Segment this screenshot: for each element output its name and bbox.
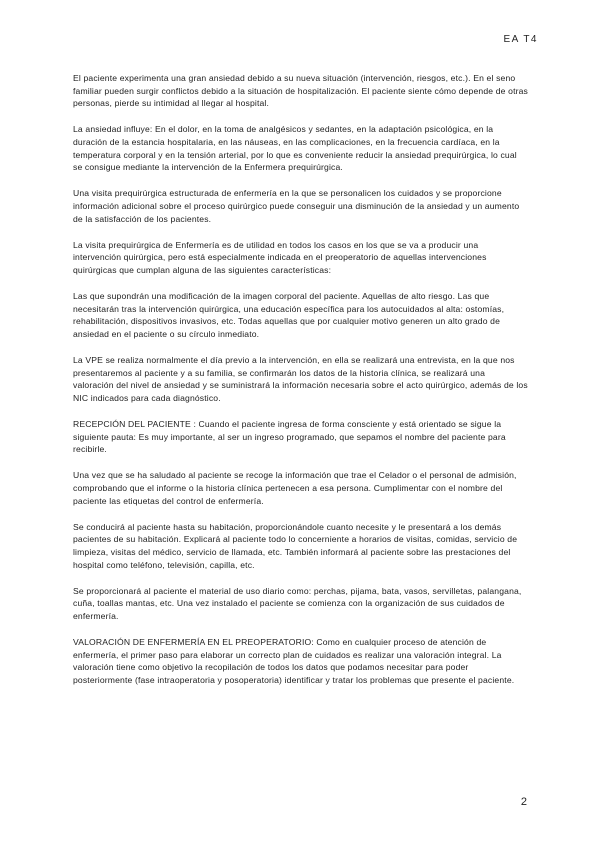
paragraph-structured-visit: Una visita prequirúrgica estructurada de enfermería en la que se personalicen los cuidados y se proporcione información adicional sobre el proceso quirúrgico puede conseguir una disminución de la ansiedad y un aumento de la satisfacción de los pacientes. <box>73 188 520 224</box>
document-code: EA T4 <box>503 34 538 45</box>
document-body <box>73 72 528 700</box>
paragraph-vpe: La VPE se realiza normalmente el día previo a la intervención, en ella se realizará una entrevista, en la que nos presentaremos al paciente y a su familia, se confirmarán los datos de la historia clínica, se realizará una valoración del nivel de ansiedad y se suministrará la información necesaria sobre el acto quirúrgico, además de los NIC indicados para cada diagnóstico. <box>73 355 528 403</box>
paragraph-characteristics: Las que supondrán una modificación de la imagen corporal del paciente. Aquellas de alto riesgo. Las que necesitarán tras la intervención quirúrgica, una educación específica para los autocuidados al alta: ostomías, rehabilitación, dispositivos invasivos, etc. Todas aquellas que por cualquier motivo generen un alto grado de ansiedad en el paciente o su círculo inmediato. <box>73 291 505 339</box>
paragraph-assessment: VALORACIÓN DE ENFERMERÍA EN EL PREOPERATORIO: Como en cualquier proceso de atención de enfermería, el primer paso para elaborar un correcto plan de cuidados es realizar una valoración integral. La valoración tiene como objetivo la recopilación de todos los datos que podamos necesitar para poder posteriormente (fase intraoperatoria y posoperatoria) identificar y tratar los problemas que presente el paciente. <box>73 637 515 685</box>
paragraph-visit-utility: La visita prequirúrgica de Enfermería es de utilidad en todos los casos en los que se va a producir una intervención quirúrgica, pero está especialmente indicada en el preoperatorio de aquellas intervenciones quirúrgicas que cumplan alguna de las siguientes características: <box>73 239 487 275</box>
page-number: 2 <box>520 796 527 808</box>
paragraph-anxiety-influence: La ansiedad influye: En el dolor, en la toma de analgésicos y sedantes, en la adaptación psicológica, en la duración de la estancia hospitalaria, en las náuseas, en las complicaciones, en la frecuencia cardíaca, en la temperatura corporal y en la tensión arterial, por lo que es conveniente reducir la ansiedad prequirúrgica, lo cual se consigue mediante la intervención de la Enfermera prequirúrgica. <box>73 124 517 173</box>
paragraph-room: Se conducirá al paciente hasta su habitación, proporcionándole cuanto necesite y le presentará a los demás pacientes de su habitación. Explicará al paciente todo lo concerniente a horarios de visitas, comidas, servicio de limpieza, visitas del médico, servicio de llamada, etc. También informará al paciente sobre las prestaciones del hospital como teléfono, televisión, capilla, etc. <box>73 521 518 570</box>
paragraph-patient-reception: RECEPCIÓN DEL PACIENTE : Cuando el paciente ingresa de forma consciente y está orientado se sigue la siguiente pauta: Es muy importante, al ser un ingreso programado, que sepamos el nombre del paciente para recibirle. <box>73 419 506 455</box>
paragraph-materials: Se proporcionará al paciente el material de uso diario como: perchas, pijama, bata, vasos, servilletas, palangana, cuña, toallas mantas, etc. Una vez instalado el paciente se comienza con la organización de sus cuidados de enfermería. <box>73 585 522 621</box>
paragraph-anxiety-intro: El paciente experimenta una gran ansiedad debido a su nueva situación (intervención, riesgos, etc.). En el seno familiar pueden surgir conflictos debido a la situación de hospitalización. El paciente siente cómo depende de otras personas, pierde su intimidad al llegar al hospital. <box>73 73 528 109</box>
paragraph-greeting: Una vez que se ha saludado al paciente se recoge la información que trae el Celador o el personal de admisión, comprobando que el informe o la historia clínica pertenecen a esa persona. Cumplimentar con el nombre del paciente las etiquetas del control de enfermería. <box>73 470 517 506</box>
